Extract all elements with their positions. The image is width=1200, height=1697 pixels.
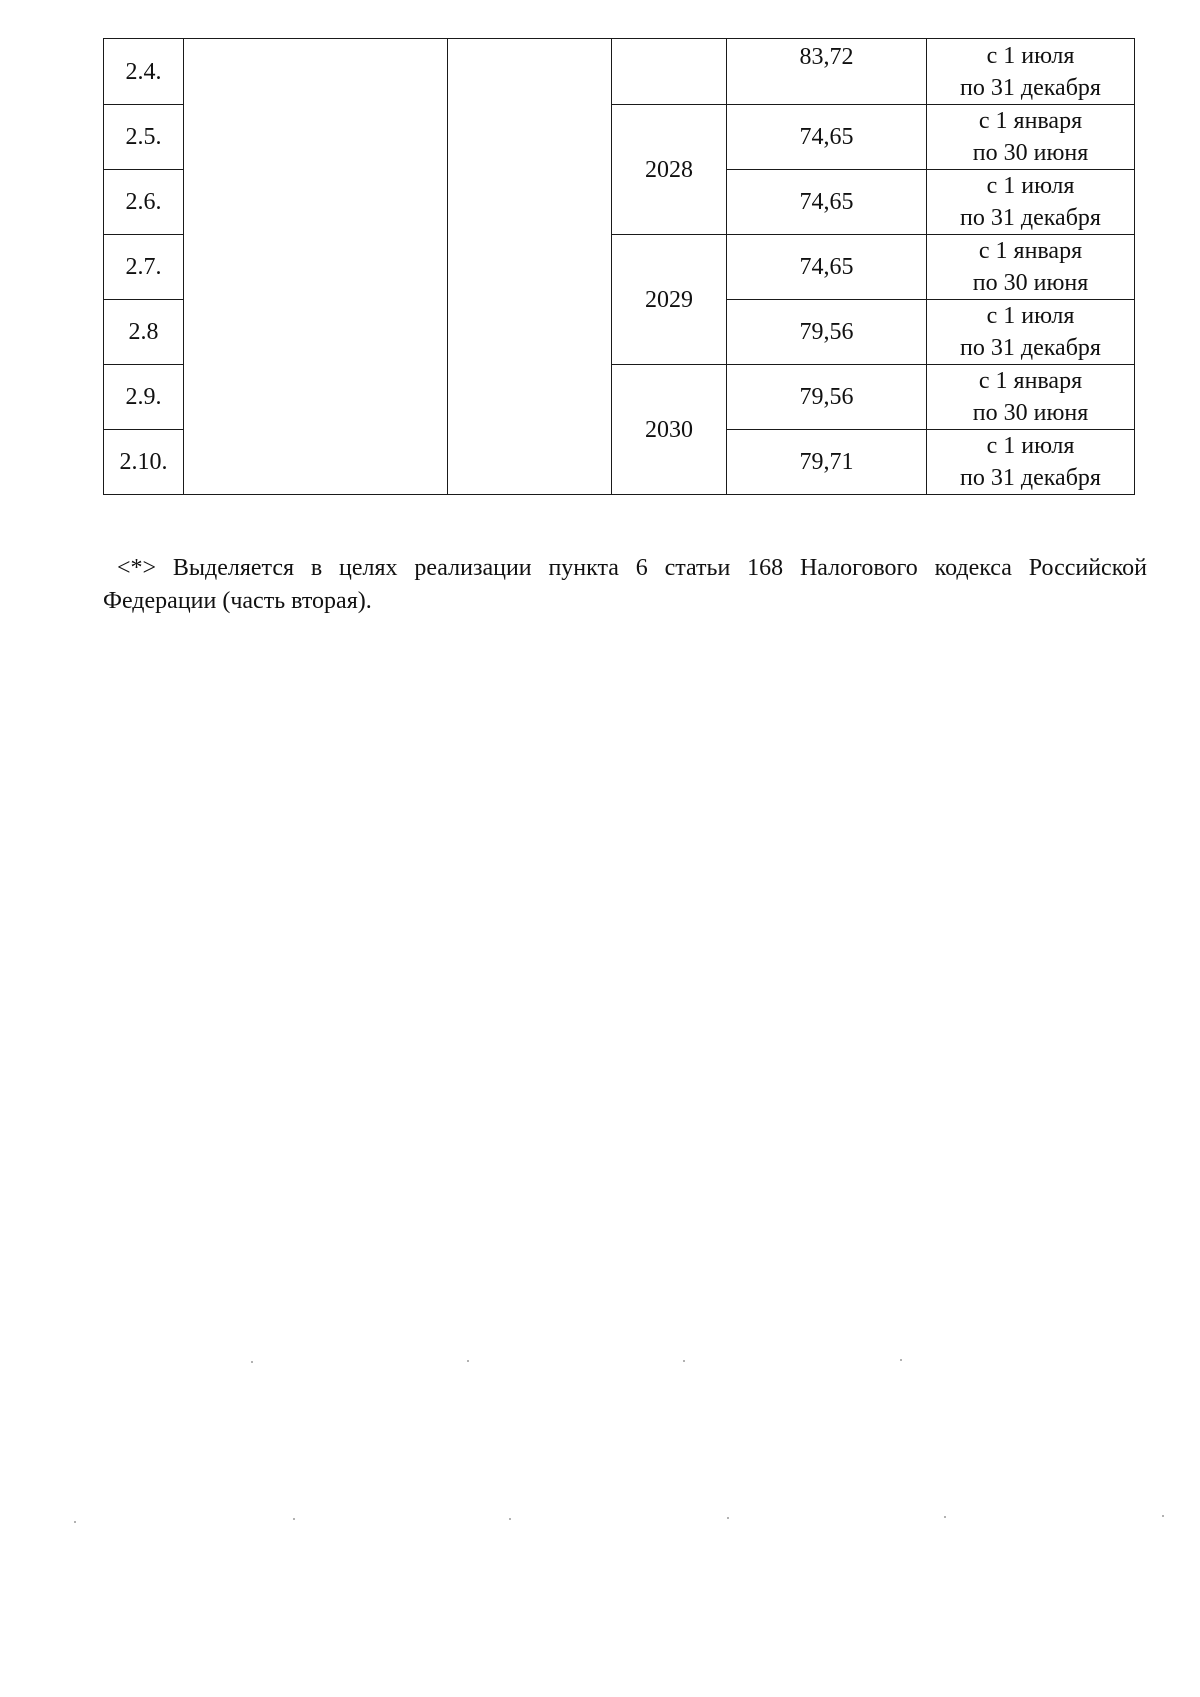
period-start: с 1 июля: [986, 42, 1075, 69]
scan-speck: [900, 1359, 902, 1361]
period-cell: [927, 170, 1135, 235]
row-number: 2.5.: [104, 105, 184, 170]
scan-speck: [74, 1521, 76, 1523]
scan-speck: [251, 1361, 253, 1363]
tariff-value: 79,56: [727, 300, 927, 365]
row-number: 2.8: [104, 300, 184, 365]
row-number: 2.9.: [104, 365, 184, 430]
period-end: по 30 июня: [972, 400, 1089, 426]
row-number: 2.10.: [104, 430, 184, 495]
period-cell: [927, 365, 1135, 430]
period-start: с 1 июля: [986, 173, 1075, 199]
period-cell: [927, 105, 1135, 170]
tariff-value: 79,56: [727, 365, 927, 430]
period-start: с 1 июля: [986, 303, 1075, 329]
year-cell: 2028: [612, 105, 727, 235]
scan-speck: [683, 1360, 685, 1362]
scan-speck: [1162, 1515, 1164, 1517]
tariff-value: 83,72: [727, 39, 927, 105]
period-cell: [927, 235, 1135, 300]
scan-speck: [293, 1518, 295, 1520]
scan-speck: [467, 1360, 469, 1362]
merged-empty-cell: [184, 39, 448, 495]
table-row: [104, 39, 1135, 105]
tariff-value: 74,65: [727, 105, 927, 170]
year-cell-empty: [612, 39, 727, 105]
period-end: по 31 декабря: [960, 74, 1101, 101]
row-number: 2.6.: [104, 170, 184, 235]
period-start: с 1 января: [978, 238, 1083, 264]
year-cell: 2030: [612, 365, 727, 495]
tariff-value: 74,65: [727, 235, 927, 300]
tariff-value: 74,65: [727, 170, 927, 235]
scan-speck: [944, 1516, 946, 1518]
period-end: по 31 декабря: [960, 335, 1101, 361]
period-end: по 31 декабря: [960, 205, 1101, 231]
tariff-table: [103, 38, 1135, 495]
row-number: 2.4.: [104, 39, 184, 105]
period-cell: [927, 39, 1135, 105]
footnote: <*> Выделяется в целях реализации пункта 6 статьи 168 Налогового кодекса Российской Федерации (часть вторая).: [103, 555, 1147, 614]
year-cell: 2029: [612, 235, 727, 365]
period-start: с 1 июля: [986, 433, 1075, 459]
scan-speck: [727, 1517, 729, 1519]
row-number: 2.7.: [104, 235, 184, 300]
period-end: по 30 июня: [972, 270, 1089, 296]
period-end: по 30 июня: [972, 140, 1089, 166]
merged-empty-cell: [448, 39, 612, 495]
period-cell: [927, 430, 1135, 495]
period-end: по 31 декабря: [960, 465, 1101, 491]
period-cell: [927, 300, 1135, 365]
period-start: с 1 января: [978, 108, 1083, 134]
tariff-value: 79,71: [727, 430, 927, 495]
period-start: с 1 января: [978, 368, 1083, 394]
scan-speck: [509, 1518, 511, 1520]
